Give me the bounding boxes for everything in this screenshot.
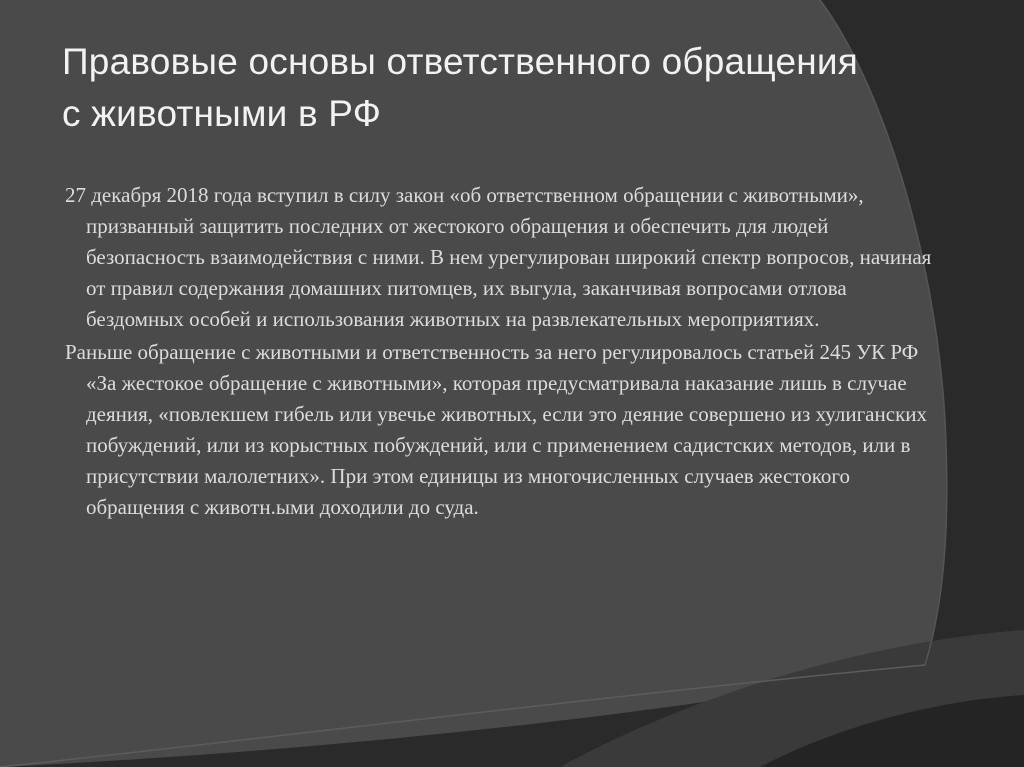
- title-line-1: Правовые основы ответственного обращения: [62, 41, 859, 82]
- title-line-2: с животными в РФ: [62, 93, 382, 134]
- paragraph-article-245: Раньше обращение с животными и ответственность за него регулировалось статьей 245 УК РФ «За жестокое обращение с животными», которая предусматривала наказание лишь в случае деяния, «повлекшем гибель или увечье животных, если это деяние совершено из хулиганских побуждений, или из корыстных побуждений, или с применением садистских методов, или в присутствии малолетних». При этом единицы из многочисленных случаев жестокого обращения с животн.ыми доходили до суда.: [65, 340, 928, 519]
- slide-body: [65, 180, 945, 523]
- slide-title: [62, 36, 992, 140]
- paragraph-law-2018: 27 декабря 2018 года вступил в силу закон «об ответственном обращении с животными», призванный защитить последних от жестокого обращения и обеспечить для людей безопасность взаимодействия с ними. В нем урегулирован широкий спектр вопросов, начиная от правил содержания домашних питомцев, их выгула, заканчивая вопросами отлова бездомных особей и использования животных на развлекательных мероприятиях.: [65, 183, 932, 331]
